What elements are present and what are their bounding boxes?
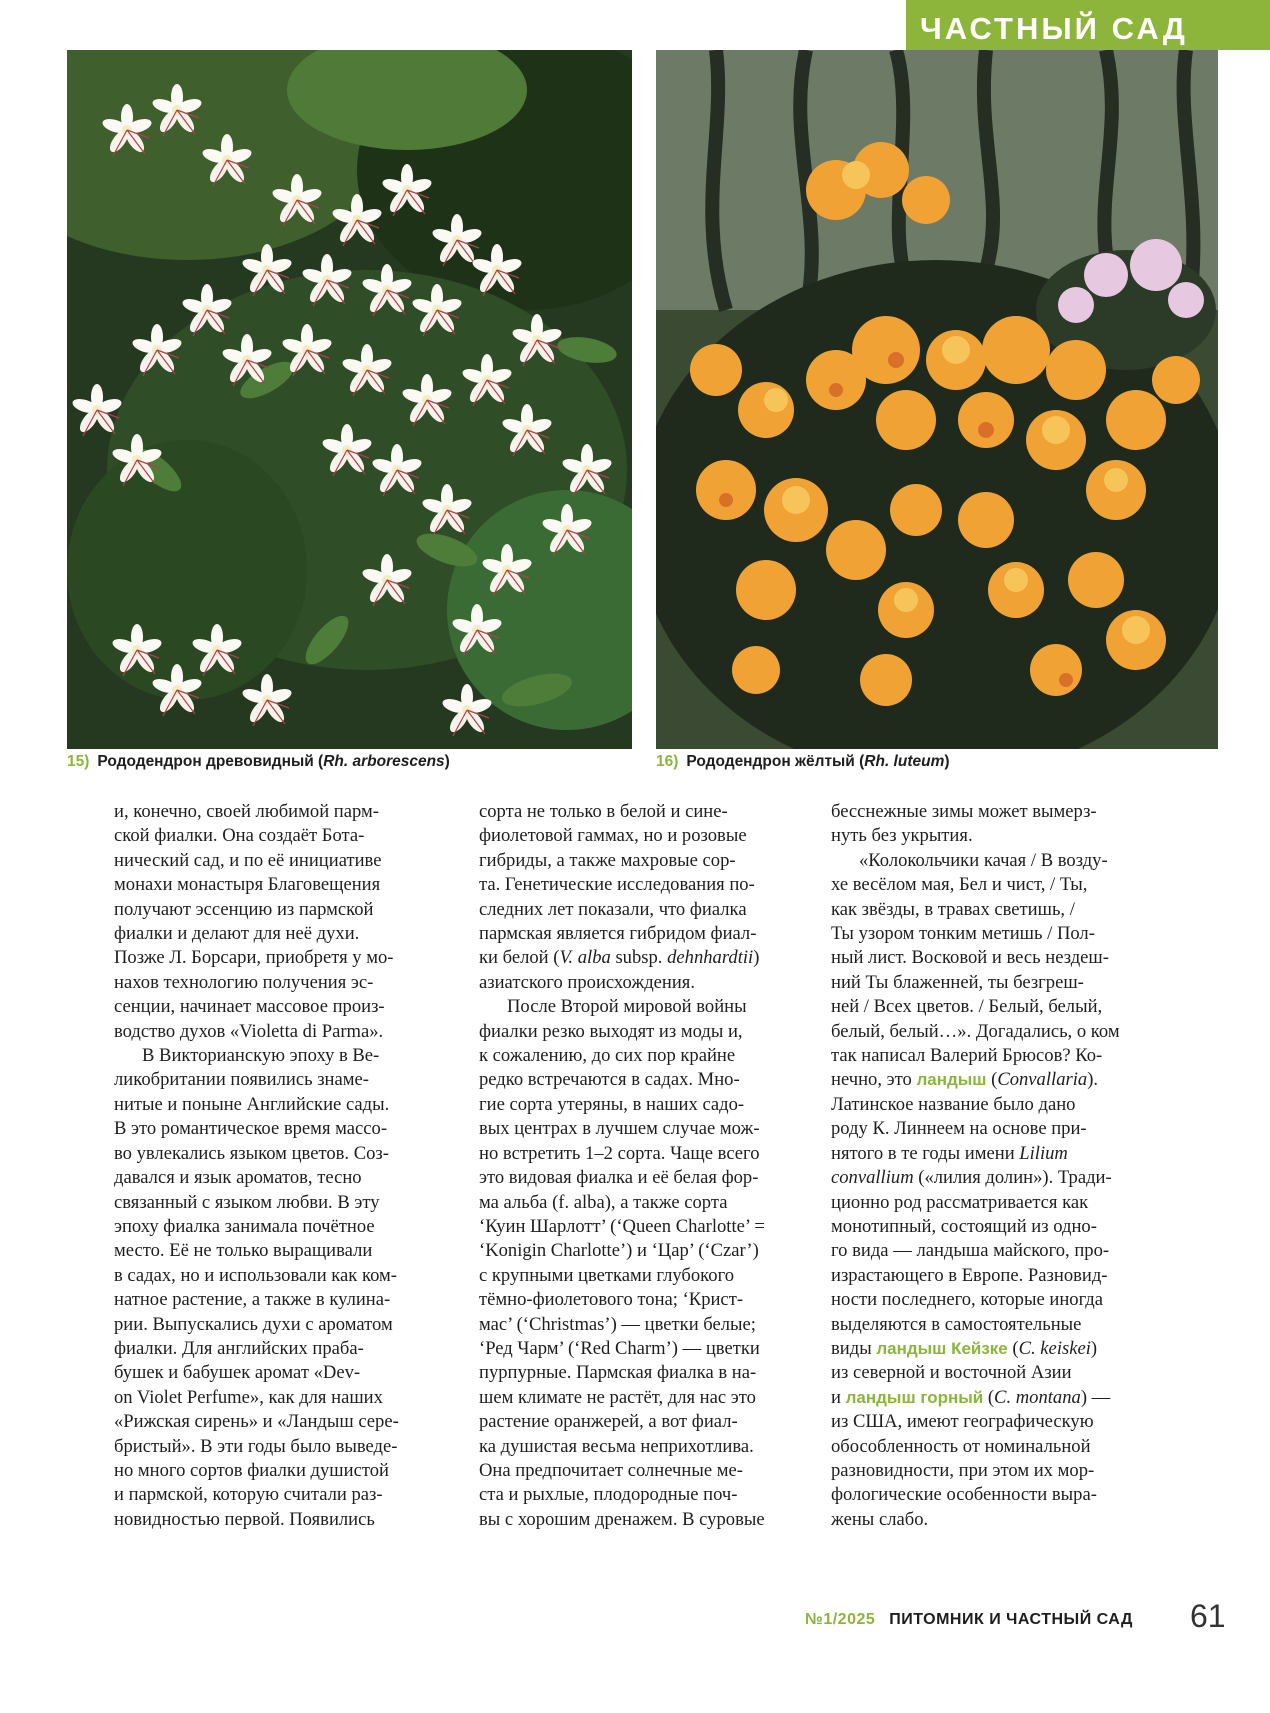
text-line: водство духов «Violetta di Parma». xyxy=(114,1020,384,1042)
text-run: ( xyxy=(1007,1337,1019,1359)
text-line: и, конечно, своей любимой парм- xyxy=(114,801,379,822)
text-line: эпоху фиалка занимала почётное xyxy=(114,1215,375,1237)
text-column-3 xyxy=(831,800,1151,1532)
text-run: ) xyxy=(753,947,760,969)
text-line: ской фиалки. Она создаёт Бота- xyxy=(114,825,365,847)
text-line: натное растение, а также в кулина- xyxy=(114,1289,391,1311)
text-line: монотипный, состоящий из одно- xyxy=(831,1215,1097,1237)
text-line: пармская является гибридом фиал- xyxy=(479,923,757,945)
text-run: ) — xyxy=(1080,1386,1111,1408)
text-run: ( xyxy=(983,1386,995,1408)
caption-text: Рододендрон жёлтый ( xyxy=(686,753,865,770)
text-line: с крупными цветками глубокого xyxy=(479,1264,735,1286)
text-line: ‘Ред Чарм’ (‘Red Charm’) — цветки xyxy=(479,1337,760,1359)
text-line: сорта не только в белой и сине- xyxy=(479,801,728,822)
highlight-term: ландыш Кейзке xyxy=(876,1338,1008,1358)
latin-name: C. keiskei xyxy=(1018,1337,1091,1359)
text-line xyxy=(831,1142,1151,1166)
photo-white-rhododendron xyxy=(67,50,632,749)
text-line: ‘Куин Шарлотт’ (‘Queen Charlotte’ = xyxy=(479,1215,765,1237)
page-footer xyxy=(805,1600,1133,1640)
text-line: фиалки резко выходят из моды и, xyxy=(479,1020,743,1042)
text-line: разновидности, при этом их мор- xyxy=(831,1459,1095,1481)
text-line: к сожалению, до сих пор крайне xyxy=(479,1045,736,1067)
text-line xyxy=(831,1068,1151,1092)
latin-name: V. alba xyxy=(559,947,611,969)
text-line: Позже Л. Борсари, приобретя у мо- xyxy=(114,947,394,969)
text-line: ный лист. Восковой и весь нездеш- xyxy=(831,947,1109,969)
caption-end: ) xyxy=(444,753,450,770)
issue-number: №1/2025 xyxy=(805,1611,876,1628)
text-line: роду К. Линнеем на основе при- xyxy=(831,1118,1087,1140)
text-line: фиолетовой гаммах, но и розовые xyxy=(479,825,747,847)
latin-name: Lilium xyxy=(1019,1142,1068,1164)
highlight-term: ландыш xyxy=(916,1070,987,1090)
text-line: фологические особенности выра- xyxy=(831,1484,1097,1506)
text-line: гие сорта утеряны, в наших садо- xyxy=(479,1093,745,1115)
text-line: нахов технологию получения эс- xyxy=(114,971,374,993)
text-line: хе весёлом мая, Бел и чист, / Ты, xyxy=(831,874,1088,896)
text-line: бесснежные зимы может вымерз- xyxy=(831,801,1097,822)
text-line: нитые и поныне Английские сады. xyxy=(114,1093,390,1115)
text-line: растение оранжерей, а вот фиал- xyxy=(479,1411,738,1433)
text-line: го вида — ландыша майского, про- xyxy=(831,1240,1110,1262)
text-line: редко встречаются в садах. Мно- xyxy=(479,1069,740,1091)
latin-name: Convallaria xyxy=(997,1069,1088,1091)
section-title: ЧАСТНЫЙ САД xyxy=(920,11,1188,46)
text-line: ности последнего, которые иногда xyxy=(831,1289,1103,1311)
text-line: гибриды, а также махровые сор- xyxy=(479,849,736,871)
text-line: Ты узором тонким метишь / Пол- xyxy=(831,923,1095,945)
latin-name: convallium xyxy=(831,1167,914,1189)
text-line: связанный с языком любви. В эту xyxy=(114,1191,380,1213)
text-run: виды xyxy=(831,1337,877,1359)
text-line: монахи монастыря Благовещения xyxy=(114,874,381,896)
text-line: вых центрах в лучшем случае мож- xyxy=(479,1118,760,1140)
caption-end: ) xyxy=(944,753,950,770)
text-run: ( xyxy=(986,1069,998,1091)
text-line: получают эссенцию из пармской xyxy=(114,898,374,920)
figure-number: 16) xyxy=(656,753,679,770)
text-line xyxy=(831,1337,1151,1361)
text-run: нятого в те годы имени xyxy=(831,1142,1020,1164)
text-line: но встретить 1–2 сорта. Чаще всего xyxy=(479,1142,760,1164)
text-line: Она предпочитает солнечные ме- xyxy=(479,1459,743,1481)
figure-caption-15 xyxy=(67,750,450,774)
text-line: «Колокольчики качая / В возду- xyxy=(859,849,1108,871)
text-line: сенции, начинает массовое произ- xyxy=(114,996,385,1018)
text-run: нечно, это xyxy=(831,1069,917,1091)
text-line: выделяются в самостоятельные xyxy=(831,1313,1082,1335)
text-line: ста и рыхлые, плодородные поч- xyxy=(479,1484,738,1506)
text-line: В это романтическое время массо- xyxy=(114,1118,388,1140)
text-line: вы с хорошим дренажем. В суровые xyxy=(479,1508,765,1530)
text-line: on Violet Perfume», как для наших xyxy=(114,1386,383,1408)
text-line: давался и язык ароматов, тесно xyxy=(114,1167,362,1189)
text-run: ). xyxy=(1087,1069,1099,1091)
page-number: 61 xyxy=(1190,1598,1226,1634)
text-line xyxy=(479,946,799,970)
magazine-title: ПИТОМНИК И ЧАСТНЫЙ САД xyxy=(889,1611,1133,1628)
text-line: шем климате не растёт, для нас это xyxy=(479,1386,756,1408)
text-line: ционно род рассматривается как xyxy=(831,1191,1089,1213)
text-line: нический сад, и по её инициативе xyxy=(114,849,382,871)
text-line: рии. Выпускались духи с ароматом xyxy=(114,1313,393,1335)
text-line: во увлекались языком цветов. Соз- xyxy=(114,1142,389,1164)
text-line: место. Её не только выращивали xyxy=(114,1240,373,1262)
text-line: новидностью первой. Появились xyxy=(114,1508,375,1530)
text-line: белый, белый…». Догадались, о ком xyxy=(831,1020,1120,1042)
text-line: тёмно-фиолетового тона; ‘Крист- xyxy=(479,1289,744,1311)
text-line: из США, имеют географическую xyxy=(831,1411,1094,1433)
text-line: ней / Всех цветов. / Белый, белый, xyxy=(831,996,1103,1018)
text-line: ликобритании появились знаме- xyxy=(114,1069,369,1091)
figure-caption-16 xyxy=(656,750,950,774)
text-line: После Второй мировой войны xyxy=(507,996,747,1018)
text-line: В Викторианскую эпоху в Ве- xyxy=(142,1045,380,1067)
text-line: ма альба (f. alba), а также сорта xyxy=(479,1191,728,1213)
text-line: как звёзды, в травах светишь, / xyxy=(831,898,1075,920)
text-line: жены слабо. xyxy=(831,1508,929,1530)
text-line: «Рижская сирень» и «Ландыш сере- xyxy=(114,1411,399,1433)
text-line: бушек и бабушек аромат «Dev- xyxy=(114,1362,361,1384)
photo-yellow-rhododendron xyxy=(656,50,1218,749)
caption-text: Рододендрон древовидный ( xyxy=(97,753,324,770)
text-column-2 xyxy=(479,800,799,1532)
text-line: пурпурные. Пармская фиалка в на- xyxy=(479,1362,757,1384)
text-line: и пармской, которую считали раз- xyxy=(114,1484,383,1506)
text-run: и xyxy=(831,1386,846,1408)
text-run: ) xyxy=(1090,1337,1098,1359)
text-line: в садах, но и использовали как ком- xyxy=(114,1264,397,1286)
text-column-1 xyxy=(114,800,434,1532)
text-line: бристый». В эти годы было выведе- xyxy=(114,1435,398,1457)
text-line: фиалки и делают для неё духи. xyxy=(114,923,360,945)
text-line: но много сортов фиалки душистой xyxy=(114,1459,389,1481)
text-line: мас’ (‘Christmas’) — цветки белые; xyxy=(479,1313,756,1335)
caption-latin: Rh. luteum xyxy=(864,753,945,770)
highlight-term: ландыш горный xyxy=(845,1387,984,1407)
caption-latin: Rh. arborescens xyxy=(323,753,445,770)
text-line: азиатского происхождения. xyxy=(479,971,696,993)
figure-number: 15) xyxy=(67,753,90,770)
text-line: израстающего в Европе. Разновид- xyxy=(831,1264,1108,1286)
text-line xyxy=(831,1386,1151,1410)
latin-name: C. montana xyxy=(994,1386,1081,1408)
text-line xyxy=(831,1166,1151,1190)
text-run: subsp. xyxy=(610,947,668,969)
text-line: следних лет показали, что фиалка xyxy=(479,898,747,920)
text-line: так написал Валерий Брюсов? Ко- xyxy=(831,1045,1103,1067)
text-line: обособленность от номинальной xyxy=(831,1435,1091,1457)
text-line: ка душистая весьма неприхотлива. xyxy=(479,1435,754,1457)
text-line: это видовая фиалка и её белая фор- xyxy=(479,1167,759,1189)
text-line: нуть без укрытия. xyxy=(831,825,973,847)
latin-name: dehnhardtii xyxy=(667,947,754,969)
text-run: ки белой ( xyxy=(479,947,560,969)
text-line: фиалки. Для английских праба- xyxy=(114,1337,364,1359)
text-line: Латинское название было дано xyxy=(831,1093,1076,1115)
text-run: («лилия долин»). Тради- xyxy=(913,1167,1112,1189)
text-line: ‘Konigin Charlotte’) и ‘Цар’ (‘Czar’) xyxy=(479,1240,759,1262)
text-line: из северной и восточной Азии xyxy=(831,1362,1072,1384)
text-line: ний Ты блаженней, ты безгреш- xyxy=(831,971,1084,993)
text-line: та. Генетические исследования по- xyxy=(479,874,755,896)
